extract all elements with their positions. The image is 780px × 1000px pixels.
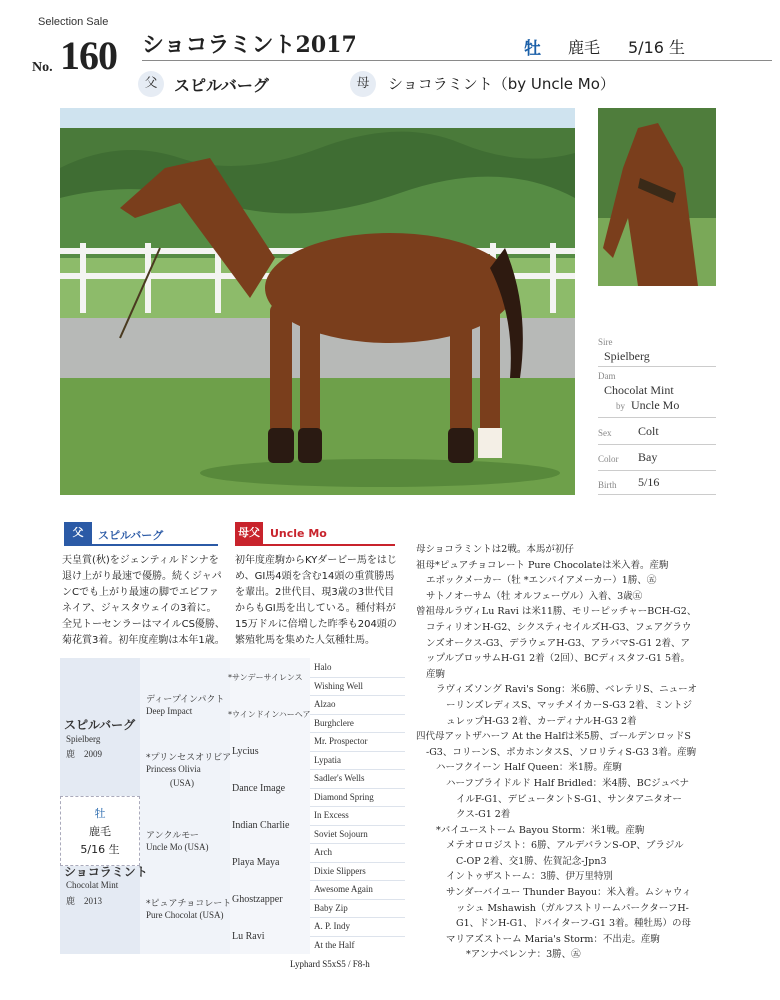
family-line: 母ショコラミントは2戦。本馬が初仔 bbox=[416, 544, 574, 555]
pedigree-row-line bbox=[310, 806, 405, 807]
pedigree-col-3 bbox=[230, 658, 310, 954]
family-line: クス-G1 2着 bbox=[456, 809, 511, 821]
pedigree-gen4: Burghclere bbox=[314, 717, 354, 728]
pedigree-gen4: Mr. Prospector bbox=[314, 736, 368, 746]
profile-divider bbox=[598, 470, 716, 471]
family-line: 祖母*ピュアチョコレート Pure Chocolateは米入着。産駒 bbox=[416, 559, 669, 571]
family-line: イルF-G1、デビュータントS-G1、サンタアニタオー bbox=[456, 793, 682, 805]
profile-divider bbox=[598, 444, 716, 445]
family-line: マリアズストーム Maria's Storm：不出走。産駒 bbox=[446, 933, 660, 945]
foal-birth: 5/16 生 bbox=[80, 843, 120, 856]
pedigree-gen4: Sadler's Wells bbox=[314, 773, 365, 783]
pedigree-gen4: Alzao bbox=[314, 699, 336, 709]
pedigree-gen4: Halo bbox=[314, 662, 332, 672]
sire-section-tag: 父 bbox=[64, 522, 92, 544]
pedigree-gen3: Lycius bbox=[232, 746, 259, 757]
pedigree-dam-en: Chocolat Mint bbox=[66, 880, 119, 890]
family-line: ーリンズレディスS、マッチメイカーS-G3 2着、ミントジ bbox=[446, 699, 692, 711]
family-line: コティリオンH-G2、シクスティセイルズH-G3、フェアグラウ bbox=[426, 621, 692, 633]
family-line: *バイユーストーム Bayou Storm：米1戦。産駒 bbox=[436, 824, 645, 836]
foal-box bbox=[60, 796, 140, 866]
family-line: ハーフクイーン Half Queen：米1勝。産駒 bbox=[436, 762, 622, 774]
pedigree-row-line bbox=[310, 788, 405, 789]
lot-no-label: No. bbox=[32, 60, 53, 75]
lot-number: 160 bbox=[60, 33, 117, 78]
pedigree-gen4: Dixie Slippers bbox=[314, 865, 366, 876]
family-line: メテオロロジスト：6勝、アルデバランS-OP、ブラジル bbox=[446, 840, 684, 852]
family-line: ハーフブライドルド Half Bridled：米4勝、BCジュベナ bbox=[446, 777, 689, 789]
sire-body-line: 退け上がり最速で優勝。続くジャパ bbox=[62, 571, 222, 582]
profile-color-value: Bay bbox=[638, 450, 658, 464]
pedigree-row-line bbox=[310, 751, 405, 752]
sire-section-rule bbox=[64, 544, 218, 546]
pedigree-gen4: At the Half bbox=[314, 939, 355, 950]
sire-name: スピルバーグ bbox=[174, 76, 269, 95]
pedigree-gen2-jp: *ピュアチョコレート bbox=[146, 899, 232, 909]
sire-body-line: 天皇賞(秋)をジェンティルドンナを bbox=[62, 555, 219, 566]
pedigree-row-line bbox=[310, 714, 405, 715]
family-line: G1、ドンH-G1、ドバイターフ-G1 3着。種牡馬）の母 bbox=[456, 918, 692, 930]
profile-sire-label: Sire bbox=[598, 337, 613, 347]
profile-dam-value: Chocolat Mint bbox=[604, 383, 674, 397]
sire-section-body bbox=[62, 553, 225, 649]
pedigree-sire-info: 鹿 2009 bbox=[66, 749, 103, 759]
dam-pill: 母 bbox=[350, 71, 376, 97]
damsire-section-tag: 母父 bbox=[235, 522, 263, 544]
pedigree-gen4: Diamond Spring bbox=[314, 791, 374, 802]
pedigree-gen3: Dance Image bbox=[232, 783, 286, 794]
sire-pill: 父 bbox=[138, 71, 164, 97]
horse-color: 鹿毛 bbox=[568, 38, 601, 57]
family-line: ラヴィズソング Ravi's Song：米6勝、ベレテリS、ニューオ bbox=[436, 684, 697, 696]
pedigree-gen4: Baby Zip bbox=[314, 902, 348, 913]
pedigree-gen2-jp: *プリンセスオリビア bbox=[146, 753, 232, 763]
sire-body-line: 全兄トーセンラーはマイルCS優勝、 bbox=[62, 619, 225, 630]
family-line: エポックメーカー（牡 *エンパイアメーカー）1勝、㊄ bbox=[426, 575, 657, 587]
pedigree-gen3: *ウインドインハーヘア bbox=[228, 710, 311, 719]
foal-color: 鹿毛 bbox=[89, 825, 111, 838]
pedigree-gen3: *サンデーサイレンス bbox=[228, 673, 303, 682]
family-line: C-OP 2着、交1勝、佐賀記念-Jpn3 bbox=[456, 855, 607, 867]
horse-sex: 牡 bbox=[524, 39, 541, 59]
profile-divider bbox=[598, 417, 716, 418]
sire-section-title: スピルバーグ bbox=[98, 529, 164, 542]
family-line: -G3、コリーンS、ポカホンタスS、ソロリティS-G3 3着。産駒 bbox=[426, 746, 697, 758]
pedigree-row-line bbox=[310, 695, 405, 696]
damsire-body-line: め、GI馬4頭を含む14頭の重賞勝馬 bbox=[235, 571, 395, 582]
family-line: サンダーバイユー Thunder Bayou：米入着。ムシャウィ bbox=[446, 887, 692, 899]
pedigree-gen3: Indian Charlie bbox=[232, 820, 290, 831]
family-line: イントゥザストーム：3勝、伊万里特別 bbox=[446, 871, 613, 883]
family-section bbox=[416, 542, 772, 963]
pedigree-row-line bbox=[310, 880, 405, 881]
pedigree-row-line bbox=[310, 769, 405, 770]
pedigree-row-line bbox=[310, 677, 405, 678]
sire-body-line: 菊花賞3着。初年度産駒は本年1歳。 bbox=[62, 635, 225, 646]
pedigree-gen4: Wishing Well bbox=[314, 680, 363, 691]
profile-birth-value: 5/16 bbox=[638, 475, 660, 489]
family-line: 産駒 bbox=[426, 668, 446, 680]
family-line: ップルブロッサムH-G1 2着（2回）、BCディスタフ-G1 5着。 bbox=[426, 653, 691, 665]
dam-name: ショコラミント（by Uncle Mo） bbox=[388, 75, 615, 93]
horse-photo-head bbox=[598, 108, 716, 286]
pedigree-gen2-en2: (USA) bbox=[170, 778, 194, 788]
pedigree-gen2-en: Deep Impact bbox=[146, 706, 193, 716]
pedigree-dam-info: 鹿 2013 bbox=[66, 896, 103, 906]
pedigree-sire-jp: スピルバーグ bbox=[64, 718, 136, 732]
profile-sex-label: Sex bbox=[598, 428, 612, 438]
damsire-section-body bbox=[235, 553, 403, 649]
pedigree-row-line bbox=[310, 862, 405, 863]
family-line: *アンナベレンナ：3勝、㊄ bbox=[466, 949, 581, 961]
damsire-section-title: Uncle Mo bbox=[270, 527, 327, 540]
pedigree-gen4: Soviet Sojourn bbox=[314, 828, 368, 839]
horse-name: ショコラミント2017 bbox=[142, 32, 357, 58]
pedigree-gen3: Ghostzapper bbox=[232, 894, 283, 905]
selection-sale-label: Selection Sale bbox=[38, 16, 109, 28]
damsire-body-line: 15万ドルに倍増した昨季も204頭の bbox=[235, 619, 397, 630]
pedigree-dam-jp: ショコラミント bbox=[64, 865, 148, 879]
pedigree-gen4: Awesome Again bbox=[314, 884, 373, 894]
pedigree-row-line bbox=[310, 917, 405, 918]
profile-dam-by: by bbox=[616, 401, 625, 411]
pedigree-sire-en: Spielberg bbox=[66, 734, 101, 744]
profile-divider bbox=[598, 366, 716, 367]
damsire-section-rule bbox=[235, 544, 395, 546]
family-line: 四代母アットザハーフ At the Halfは米5勝、ゴールデンロッドS bbox=[416, 731, 691, 743]
header-divider bbox=[142, 60, 772, 61]
pedigree-row-line bbox=[310, 936, 405, 937]
pedigree-table bbox=[60, 658, 405, 954]
sire-body-line: ネイア、ジャスタウェイの3着に。 bbox=[62, 603, 217, 614]
family-line: 曾祖母ルラヴィLu Ravi は米11勝、モリーピッチャーBCH-G2、 bbox=[416, 606, 697, 618]
damsire-body-line: を輩出。2世代目、現3歳の3世代目 bbox=[235, 587, 395, 598]
profile-sex-value: Colt bbox=[638, 424, 659, 438]
pedigree-gen2-jp: ディープインパクト bbox=[146, 695, 225, 705]
pedigree-gen2-en: Uncle Mo (USA) bbox=[146, 842, 209, 852]
pedigree-gen2-en: Pure Chocolat (USA) bbox=[146, 910, 224, 920]
damsire-body-line: からもGI馬を出している。種付料が bbox=[235, 603, 396, 614]
pedigree-row-line bbox=[310, 899, 405, 900]
profile-divider bbox=[598, 494, 716, 495]
damsire-body-line: 繁殖牝馬を集めた人気種牡馬。 bbox=[235, 635, 375, 646]
damsire-body-line: 初年度産駒からKYダービー馬をはじ bbox=[235, 555, 397, 566]
pedigree-gen2-jp: アンクルモー bbox=[146, 831, 199, 841]
foal-sex: 牡 bbox=[94, 807, 106, 820]
family-line: サトノオーサム（牡 オルフェーヴル）入着、3歳㊄ bbox=[426, 590, 643, 602]
pedigree-row-line bbox=[310, 732, 405, 733]
pedigree-gen4: Arch bbox=[314, 847, 332, 857]
profile-dam-label: Dam bbox=[598, 371, 616, 381]
profile-color-label: Color bbox=[598, 454, 619, 464]
profile-sire-value: Spielberg bbox=[604, 349, 650, 363]
pedigree-row-line bbox=[310, 843, 405, 844]
family-line: ュレップH-G3 2着、カーディナルH-G3 2着 bbox=[446, 715, 637, 727]
family-line: ッシュ Mshawish（ガルフストリームパークターフH- bbox=[456, 902, 689, 914]
sire-body-line: ンCでも上がり最速の脚でエピファ bbox=[62, 587, 219, 598]
pedigree-gen3: Playa Maya bbox=[232, 857, 280, 868]
horse-photo-main bbox=[60, 108, 575, 495]
profile-dam-sire: Uncle Mo bbox=[631, 398, 680, 412]
profile-birth-label: Birth bbox=[598, 480, 617, 490]
pedigree-gen2-en: Princess Olivia bbox=[146, 764, 201, 774]
inbreeding-note: Lyphard S5xS5 / F8-h bbox=[290, 959, 370, 969]
pedigree-row-line bbox=[310, 825, 405, 826]
pedigree-gen4: In Excess bbox=[314, 810, 349, 820]
pedigree-gen4: Lypatia bbox=[314, 754, 341, 765]
family-line: ンズオークス-G3、デラウェアH-G3、アラバマS-G1 2着、ア bbox=[426, 637, 690, 649]
pedigree-gen3: Lu Ravi bbox=[232, 931, 265, 942]
pedigree-gen4: A. P. Indy bbox=[314, 921, 351, 931]
horse-birth: 5/16 生 bbox=[628, 38, 686, 57]
